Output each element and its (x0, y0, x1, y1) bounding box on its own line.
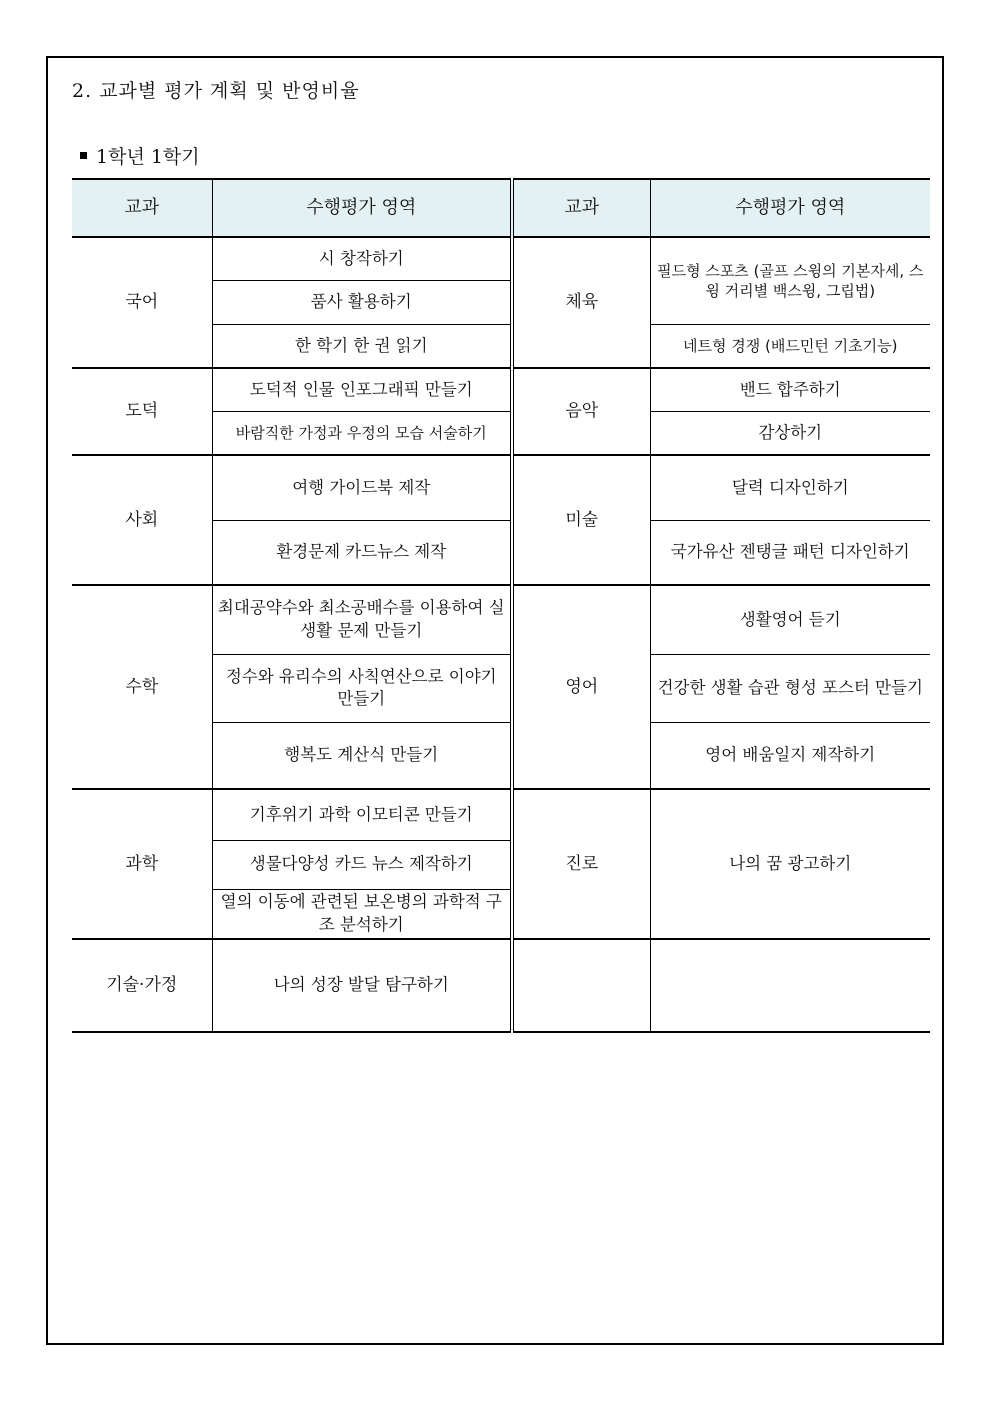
table-cell: 최대공약수와 최소공배수를 이용하여 실생활 문제 만들기 (212, 585, 512, 654)
table-cell: 나의 꿈 광고하기 (650, 789, 930, 939)
table-cell: 국가유산 젠탱글 패턴 디자인하기 (650, 520, 930, 585)
table-cell: 한 학기 한 권 읽기 (212, 324, 512, 368)
table-cell: 정수와 유리수의 사칙연산으로 이야기 만들기 (212, 654, 512, 722)
table-cell: 나의 성장 발달 탐구하기 (212, 939, 512, 1032)
table-cell: 여행 가이드북 제작 (212, 455, 512, 520)
subject-music: 음악 (512, 368, 650, 455)
assessment-plan-table (72, 178, 930, 1033)
subject-ethics: 도덕 (72, 368, 212, 455)
table-cell: 행복도 계산식 만들기 (212, 722, 512, 789)
empty-cell (650, 939, 930, 1032)
subject-career: 진로 (512, 789, 650, 939)
semester-subheading (80, 142, 200, 169)
subject-math: 수학 (72, 585, 212, 789)
table-cell: 기후위기 과학 이모티콘 만들기 (212, 789, 512, 840)
table-cell: 감상하기 (650, 411, 930, 455)
table-cell: 생활영어 듣기 (650, 585, 930, 654)
table-cell: 생물다양성 카드 뉴스 제작하기 (212, 840, 512, 889)
section-heading: 2. 교과별 평가 계획 및 반영비율 (72, 80, 360, 102)
table-cell: 시 창작하기 (212, 237, 512, 280)
table-cell: 도덕적 인물 인포그래픽 만들기 (212, 368, 512, 411)
table-cell: 바람직한 가정과 우정의 모습 서술하기 (212, 411, 512, 455)
semester-label: 1학년 1학기 (96, 146, 200, 168)
header-subject-left: 교과 (72, 179, 212, 237)
square-bullet-icon (80, 152, 87, 159)
table-cell: 열의 이동에 관련된 보온병의 과학적 구조 분석하기 (212, 889, 512, 939)
subject-pe: 체육 (512, 237, 650, 368)
subject-korean: 국어 (72, 237, 212, 368)
subject-english: 영어 (512, 585, 650, 789)
subject-tech: 기술·가정 (72, 939, 212, 1032)
table-cell: 네트형 경쟁 (배드민턴 기초기능) (650, 324, 930, 368)
table-cell: 필드형 스포츠 (골프 스윙의 기본자세, 스윙 거리별 백스윙, 그립법) (650, 237, 930, 324)
table-cell: 환경문제 카드뉴스 제작 (212, 520, 512, 585)
table-cell: 밴드 합주하기 (650, 368, 930, 411)
empty-cell (512, 939, 650, 1032)
subject-social: 사회 (72, 455, 212, 585)
table-cell: 달력 디자인하기 (650, 455, 930, 520)
subject-science: 과학 (72, 789, 212, 939)
table-cell: 영어 배움일지 제작하기 (650, 722, 930, 789)
subject-art: 미술 (512, 455, 650, 585)
header-area-left: 수행평가 영역 (212, 179, 512, 237)
table-cell: 건강한 생활 습관 형성 포스터 만들기 (650, 654, 930, 722)
table-cell: 품사 활용하기 (212, 280, 512, 324)
header-area-right: 수행평가 영역 (650, 179, 930, 237)
header-subject-right: 교과 (512, 179, 650, 237)
